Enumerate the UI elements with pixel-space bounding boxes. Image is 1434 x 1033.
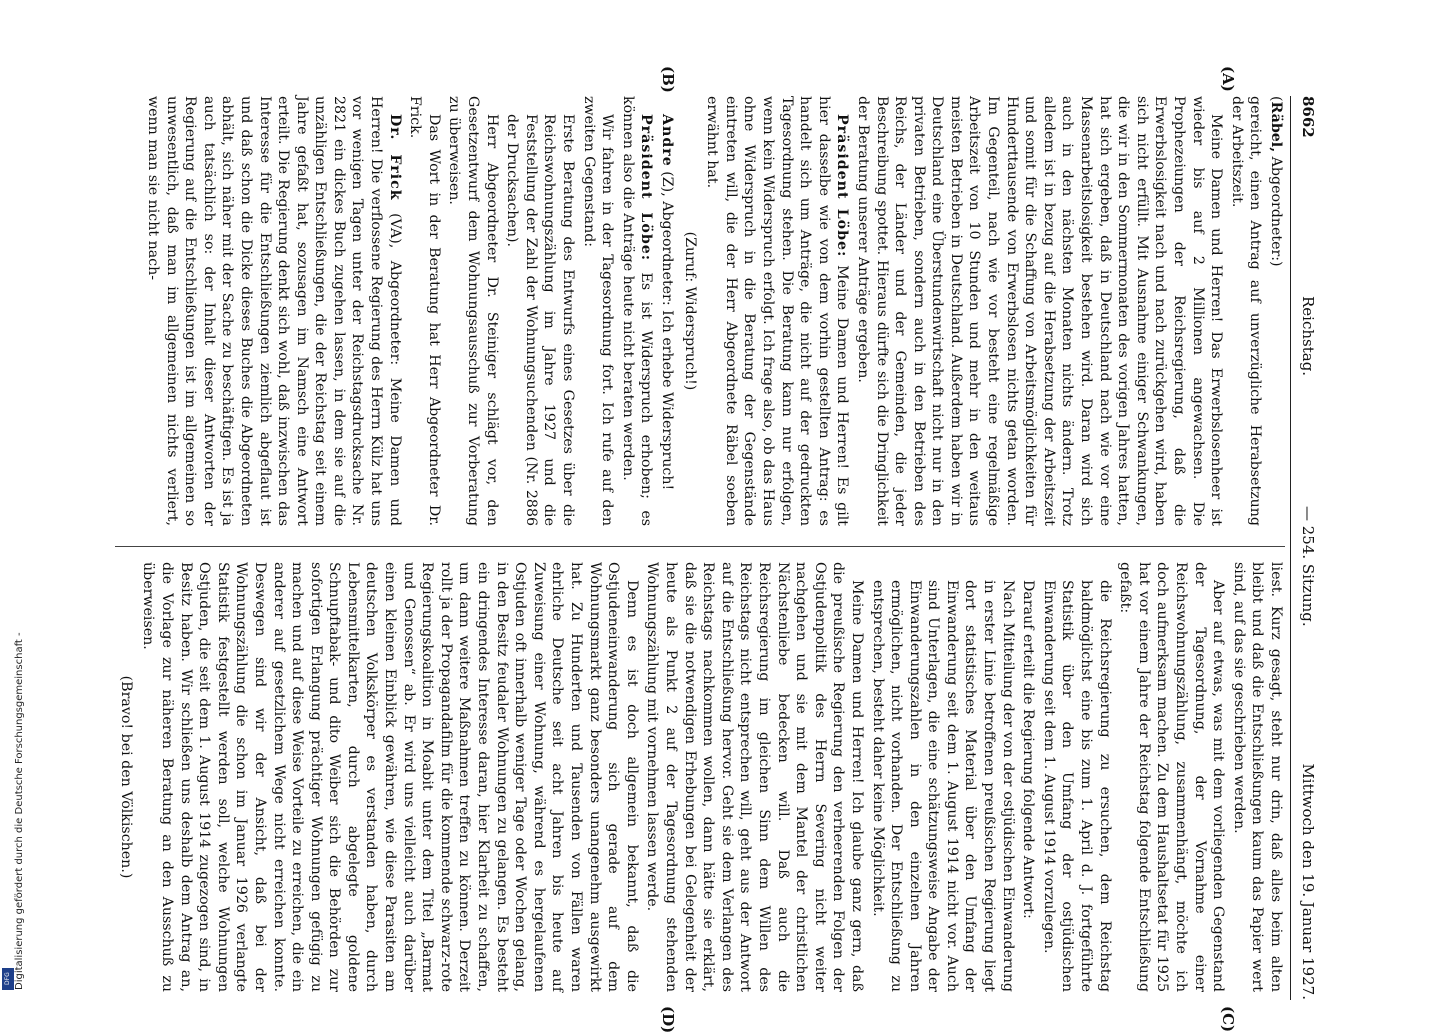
speech-text: Es ist Widerspruch erhoben; es können also die Anträge heute nicht beraten werden. (619, 96, 655, 527)
speech-text: (VA), Abgeordneter: Meine Damen und Herren! Die verflossene Regierung des Herrn Külz hat uns vor wenigen Tagen unter der Reichstagsdrucksache Nr. 2821 ein dickes Buch zugehen lassen, in dem sie auf die unzähligen Entschließungen, die der Reichstag seit einem Jahre gefaßt hat, sozusagen im Namsch eine Antwort erteilt. Die Regierung denkt sich wohl, daß inzwischen das Interesse für die Entschließungen ziemlich abgeflaut ist und daß schon die Dicke dieses Buches die Abgeordneten abhält, sich näher mit der Sache zu beschäftigen. Es ist ja auch tatsächlich so: der Inhalt dieser Antworten der Regierung auf die Entschließungen ist im allgemeinen so unwesentlich, daß man im allgemeinen nichts verliert, wenn man sie nicht nach- (144, 96, 403, 527)
speaker-name: Präsident Löbe: (638, 114, 655, 262)
column-divider (115, 546, 1285, 547)
interjection: (Bravo! bei den Völkischen.) (117, 675, 134, 879)
publication-title: Reichstag. (1299, 296, 1317, 377)
speaker-name: Präsident Löbe: (834, 114, 851, 258)
paragraph: Denn es ist doch allgemein bekannt, daß die Ostjudeneinwanderung sich gerade auf dem Wohnungsmarkt ganz besonders unangenehm ausgewirkt hat. Zu Hunderten und Tausenden von Fällen waren ehrliche Deutsche seit acht Jahren bis heute auf Zuweisung einer Wohnung, während es hergelaufenen Ostjuden oft innerhalb weniger Tage oder Wochen gelang, in den Besitz feudaler Wohnungen zu gelangen. Es besteht ein dringendes Interesse daran, hier Klarheit zu schaffen, um dann weitere Maßnahmen treffen zu können. Derzeit rollt ja der Propagandafilm für die kommende schwarz-rote Regierungskoalition in Moabit unter dem Titel „Barmat und Genossen“ ab. Er wird uns vielleicht auch darüber einen kleinen Einblick gewähren, wie diese Parasiten am deutschen Volkskörper es verstanden haben, durch Lebensmittelkarten, durch abgelegte goldene Schnupftabak- und dito Weiber sich die Behörden zur sofortigen Erlangung prächtiger Wohnungen gefügig zu machen und auf diese Weise Vorteile zu erreichen, die ein anderer auf gesetzlichem Wege nicht erreichen konnte. Deswegen sind wir der Ansicht, daß bei der Wohnungszählung die schon im Januar 1926 verlangte Statistik festgestellt werden soll, welche Wohnungen Ostjuden, die seit dem 1. August 1914 zugezogen sind, in Besitz haben. Wir schließen uns deshalb dem Antrag an, die Vorlage zur näheren Beratung an den Ausschuß zu überweisen. (140, 562, 640, 992)
paragraph: liest. Kurz gesagt, steht nur drin, daß alles beim alten bleibt und daß die Entschließungen kaum das Papier wert sind, auf das sie geschrieben werden. (1230, 562, 1284, 992)
paragraph: Herr Abgeordneter Dr. Steiniger schlägt vor, den Gesetzentwurf dem Wohnungsausschuß zur Vorberatung zu überweisen. (446, 96, 500, 526)
quoted-answer: Nach Mitteilung der von der ostjüdischen Einwanderung in erster Linie betroffenen preußischen Regierung liegt dort statistisches Material über den Umfang der Einwanderung seit dem 1. August 1914 nicht vor. Auch sind Unterlagen, die eine schätzungsweise Angabe der Einwanderungszahlen in den einzelnen Jahren ermöglichen, nicht vorhanden. Der Entschließung zu entsprechen, besteht daher keine Möglichkeit. (869, 580, 1016, 992)
footer-strip (0, 0, 25, 1000)
paragraph: gereicht, einen Antrag auf unverzügliche Herabsetzung der Arbeitszeit. (1228, 96, 1264, 526)
quoted-resolution: die Reichsregierung zu ersuchen, dem Reichstag baldmöglichst eine bis zum 1. April d. J. fortgeführte Statistik über den Umfang der ostjüdischen Einwanderung seit dem 1. August 1914 vorzulegen. (1040, 580, 1113, 992)
paragraph: Aber auf etwas, was mit dem vorliegenden Gegenstand der Tagesordnung, der Vornahme einer Reichswohnungszählung, zusammenhängt, möchte ich doch aufmerksam machen. Zu dem Haushaltsetat für 1925 hat vor einem Jahre der Reichstag folgende Entschließung gefaßt: (1117, 562, 1227, 992)
right-column (115, 562, 1285, 992)
paragraph: Meine Damen und Herren! Ich glaube ganz gern, daß die preußische Regierung den verheerenden Folgen der Ostjudenpolitik des Herrn Severing nicht weiter nachgehen und sie mit dem Mantel der christlichen Nächstenliebe bedecken will. Daß auch die Reichsregierung im gleichen Sinn dem Willen des Reichstags nicht entsprechen will, geht aus der Antwort auf die Entschließung hervor. Geht sie dem Verlangen des Reichstags nachkommen wollen, dann hätte sie erklärt, daß sie die notwendigen Erhebungen bei Gelegenheit der heute als Punkt 2 auf der Tagesordnung stehenden Wohnungszählung mit vornehmen lassen werde. (644, 562, 865, 992)
paragraph: Meine Damen und Herren! Das Erwerbslosenheer ist wieder bis auf 2 Millionen angewachsen. Die Prophezeiungen der Reichsregierung, daß die Erwerbslosigkeit nach und nach zurückgehen wird, haben sich nicht erfüllt. Mit Ausnahme einiger Schwankungen, die wir in den Sommermonaten des vorigen Jahres hatten, hat sich ergeben, daß in Deutschland nach wie vor eine Massenarbeitslosigkeit bestehen wird. Daran wird sich auch in den nächsten Monaten nichts ändern. Trotz alledem ist in bezug auf die Herabsetzung der Arbeitszeit und somit für die Schaffung von Arbeitsmöglichkeiten für Hunderttausende von Erwerbslosen nichts getan worden. Im Gegenteil, nach wie vor besteht eine regelmäßige Arbeitszeit von 10 Stunden und mehr in den weitaus meisten Betrieben in Deutschland. Außerdem haben wir in Deutschland eine Überstundenwirtschaft nicht nur in den privaten Betrieben, sondern auch in den Betrieben des Reichs, der Länder und der Gemeinden, die jeder Beschreibung spottet. Hieraus dürfte sich die Dringlichkeit der Beratung unserer Anträge ergeben. (854, 96, 1225, 526)
paragraph: Wir fahren in der Tagesordnung fort. Ich rufe auf den zweiten Gegenstand: (580, 96, 616, 526)
margin-marker-a: (A) (1219, 66, 1237, 92)
speech-text: Meine Damen und Herren! Es gilt hier dasselbe wie von dem vorhin gestellten Antrag: es handelt sich um Anträge, die nicht auf der gedruckten Tagesordnung stehen. Die Beratung kann nur erfolgen, wenn kein Widerspruch erfolgt. Ich frage also, ob das Haus ohne Widerspruch in die Beratung der Gegenstände eintreten will, die der Herr Abgeordnete Räbel soeben erwähnt hat. (704, 96, 851, 526)
left-column (115, 96, 1285, 526)
speaker-name: Andre (659, 114, 675, 167)
paragraph (143, 96, 403, 526)
paragraph (618, 96, 655, 526)
page-number: 8662 (1299, 96, 1317, 138)
rotated-page (107, 66, 1317, 1033)
speaker-role: (Z), Abgeordneter: Ich erhebe Widerspruch! (659, 171, 675, 491)
header-rule (1290, 96, 1291, 1000)
paragraph (657, 96, 676, 526)
session-date: Mittwoch den 19. Januar 1927. (1299, 763, 1317, 1000)
agenda-item: Erste Beratung des Entwurfs eines Gesetzes über die Reichswohnungszählung im Jahre 1927 und die Feststellung der Zahl der Wohnungsuchenden (Nr. 2886 der Drucksachen). (504, 114, 577, 526)
page-header (1295, 96, 1317, 1000)
session-number: — 254. Sitzung. (1299, 506, 1317, 627)
speaker-continuation: (Räbel, Abgeordneter:) (1268, 96, 1284, 267)
dfg-logo-icon: DFG (2, 968, 14, 990)
margin-marker-b: (B) (659, 66, 677, 93)
speaker-name: Räbel, (1268, 101, 1284, 153)
speaker-name: Dr. Frick (386, 114, 403, 201)
paragraph: Darauf erteilt die Regierung folgende Antwort: (1020, 580, 1037, 919)
interjection: (Zuruf: Widerspruch!) (681, 231, 698, 391)
paragraph (703, 96, 852, 526)
paragraph: Das Wort in der Beratung hat Herr Abgeordneter Dr. Frick. (407, 96, 442, 526)
margin-marker-c: (C) (1219, 1006, 1237, 1033)
digitization-credit: Digitalisierung gefördert durch die Deutsche Forschungsgemeinschaft - (14, 632, 25, 990)
margin-marker-d: (D) (659, 1006, 677, 1033)
speaker-role: Abgeordneter:) (1268, 156, 1284, 267)
